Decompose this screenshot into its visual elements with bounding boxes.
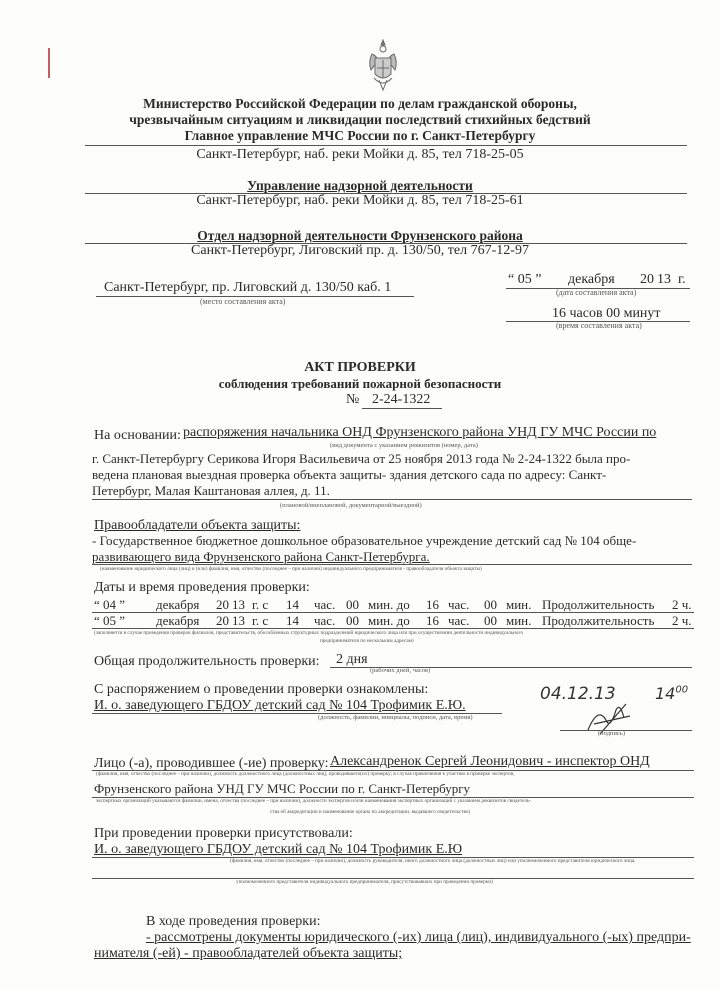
- number-line: [362, 408, 442, 409]
- sign-line: [560, 730, 692, 731]
- acquainted-value: И. о. заведующего ГБДОУ детский сад № 104 Трофимик Е.Ю.: [94, 698, 466, 713]
- act-year-prefix: 20: [640, 272, 654, 287]
- basis-line1: распоряжения начальника ОНД Фрунзенского района УНД ГУ МЧС России по: [183, 425, 657, 440]
- dates-caption2: предпринимателя по нескольким адресам): [320, 638, 414, 644]
- course-line2: нимателя (-ей) - правообладателей объекта защиты;: [94, 946, 403, 961]
- title-line2: соблюдения требований пожарной безопасности: [218, 376, 502, 391]
- date-row-m1: 00: [346, 597, 359, 612]
- inspector-value1: Александренок Сергей Леонидович - инспектор ОНД: [330, 754, 650, 769]
- time-caption: (время составления акта): [556, 321, 642, 330]
- total-value: 2 дня: [336, 652, 368, 667]
- supervision-addr: Санкт-Петербург, наб. реки Мойки д. 85, тел 718-25-61: [196, 193, 524, 208]
- basis-line: [92, 499, 692, 500]
- date-row-hl: час.: [314, 597, 336, 612]
- date-row-y2: 13: [232, 613, 245, 628]
- date-row-month: декабря: [156, 613, 200, 628]
- owners-label: Правообладатели объекта защиты:: [94, 518, 301, 533]
- total-label: Общая продолжительность проверки:: [94, 654, 320, 669]
- number-label: №: [346, 392, 360, 407]
- date-row-h2: 16: [426, 613, 439, 628]
- basis-caption2: (плановой/внеплановой, документарной/выездной): [280, 502, 422, 509]
- date-row-g: г. с: [252, 597, 269, 612]
- date-row-m2: 00: [484, 613, 497, 628]
- present-value: И. о. заведующего ГБДОУ детский сад № 104 Трофимик Е.Ю: [94, 842, 463, 857]
- act-time: 16 часов 00 минут: [552, 306, 661, 321]
- basis-line2: г. Санкт-Петербургу Серикова Игоря Васильевича от 25 ноября 2013 года № 2-24-1322 была про-: [92, 451, 631, 466]
- district-addr: Санкт-Петербург, Лиговский пр. д. 130/50, тел 767-12-97: [191, 243, 529, 258]
- act-day: “ 05 ”: [508, 272, 542, 287]
- act-year-suffix: 13: [657, 272, 671, 287]
- date-row-month: декабря: [156, 597, 200, 612]
- course-label: В ходе проведения проверки:: [146, 914, 321, 929]
- date-row-h2: 16: [426, 597, 439, 612]
- date-row-g: г. с: [252, 613, 269, 628]
- date-row-y1: 20: [216, 613, 229, 628]
- place-caption: (место составления акта): [200, 297, 286, 306]
- dates-label: Даты и время проведения проверки:: [94, 580, 310, 595]
- date-row-ml: мин. до: [368, 597, 410, 612]
- date-row-dur: 2 ч.: [672, 613, 692, 628]
- acquainted-label: С распоряжением о проведении проверки ознакомлены:: [94, 682, 429, 697]
- date-row-day: “ 05 ”: [94, 613, 126, 628]
- date-row-ml2: мин.: [506, 613, 532, 628]
- date-row-day: “ 04 ”: [94, 597, 126, 612]
- date-row-h1: 14: [286, 597, 299, 612]
- basis-line3: ведена плановая выездная проверка объекта защиты- здания детского сада по адресу: Санкт-: [92, 467, 607, 482]
- district-dept: Отдел надзорной деятельности Фрунзенского района: [197, 228, 523, 243]
- basis-caption1: (вид документа с указанием реквизитов (номер, дата): [330, 442, 478, 449]
- inspector-caption1: (фамилия, имя, отчество (последнее – при наличии), должность должностного лица (должностных лиц), проводившего(их) проверку; в случае привлечения к участию в проверке экспертов,: [96, 771, 515, 777]
- ministry-line2: чрезвычайным ситуациям и ликвидации последствий стихийных бедствий: [129, 112, 591, 127]
- emchs-emblem-icon: [366, 38, 400, 94]
- dates-line: [92, 628, 694, 629]
- inspector-label: Лицо (-а), проводившее (-ие) проверку:: [94, 756, 329, 771]
- date-row-ml: мин. до: [368, 613, 410, 628]
- margin-mark: [48, 48, 50, 78]
- basis-label: На основании:: [94, 428, 181, 443]
- date-row-hl: час.: [314, 613, 336, 628]
- main-dept: Главное управление МЧС России по г. Санкт-Петербургу: [184, 128, 536, 143]
- acquainted-caption: (должность, фамилии, инициалы, подписи, дата, время): [318, 714, 473, 721]
- ministry-line1: Министерство Российской Федерации по делам гражданской обороны,: [143, 96, 577, 111]
- date-row-m1: 00: [346, 613, 359, 628]
- date-row-h1: 14: [286, 613, 299, 628]
- owners-line: [92, 564, 692, 565]
- inspector-caption2: экспертных организаций указываются фамилии, имена, отчества (последнее – при наличии), должности экспертов и/или наименования экспертных организаций с указанием реквизитов свидетель-: [96, 798, 532, 804]
- date-row-m2: 00: [484, 597, 497, 612]
- date-row-y2: 13: [232, 597, 245, 612]
- owners-line1: - Государственное бюджетное дошкольное образовательное учреждение детский сад № 104 обще-: [92, 533, 637, 548]
- owners-caption: (наименование юридического лица (лиц) и (или) фамилия, имя, отчество (последнее – при наличии) индивидуального предпринимателя - правообладателя объекта защиты): [100, 566, 482, 572]
- inspector-value2: Фрунзенского района УНД ГУ МЧС России по г. Санкт-Петербургу: [94, 781, 471, 796]
- date-row-dur-label: Продолжительность: [542, 597, 655, 612]
- sign-caption: (подпись): [598, 730, 625, 737]
- date-row-hl2: час.: [448, 597, 470, 612]
- date-caption: (дата составления акта): [556, 288, 637, 297]
- date-row-y1: 20: [216, 597, 229, 612]
- total-caption: (рабочих дней, часов): [370, 667, 431, 674]
- main-addr: Санкт-Петербург, наб. реки Мойки д. 85, тел 718-25-05: [196, 147, 524, 162]
- divider: [85, 145, 687, 146]
- present-caption2: уполномоченного представителя индивидуального предпринимателя, присутствовавших при проведении проверки): [236, 879, 493, 885]
- date-row-dur-label: Продолжительность: [542, 613, 655, 628]
- act-number: 2-24-1322: [372, 392, 431, 407]
- course-line1: - рассмотрены документы юридического (-их) лица (лиц), индивидуального (-ых) предпри-: [146, 930, 691, 945]
- handwritten-time: $14^{00}$: [655, 684, 689, 703]
- act-g: г.: [678, 272, 686, 287]
- dates-caption: (заполняется в случае проведения проверок филиалов, представительств, обособленных структурных подразделений юридического лица или при осуществлении деятельности индивидуального: [94, 630, 524, 636]
- basis-line4: Петербург, Малая Каштановая аллея, д. 11.: [92, 483, 330, 498]
- owners-line2: развивающего вида Фрунзенского района Санкт-Петербурга.: [92, 549, 430, 564]
- present-label: При проведении проверки присутствовали:: [94, 826, 353, 841]
- place-value: Санкт-Петербург, пр. Лиговский д. 130/50 каб. 1: [104, 280, 392, 295]
- supervision-dept: Управление надзорной деятельности: [247, 178, 473, 193]
- present-caption1: (фамилия, имя, отчество (последнее – при наличии), должность руководителя, иного должностного лица (должностных лиц) или уполномоченного представителя юридического лица,: [230, 858, 636, 864]
- handwritten-date: 04.12.13: [540, 684, 616, 704]
- act-month: декабря: [568, 272, 615, 287]
- title-line1: АКТ ПРОВЕРКИ: [304, 360, 416, 375]
- inspector-caption3: ства об аккредитации и наименование органа по аккредитации, выдавшего свидетельство): [270, 809, 471, 815]
- date-row-dur: 2 ч.: [672, 597, 692, 612]
- date-row-ml2: мин.: [506, 597, 532, 612]
- date-row-hl2: час.: [448, 613, 470, 628]
